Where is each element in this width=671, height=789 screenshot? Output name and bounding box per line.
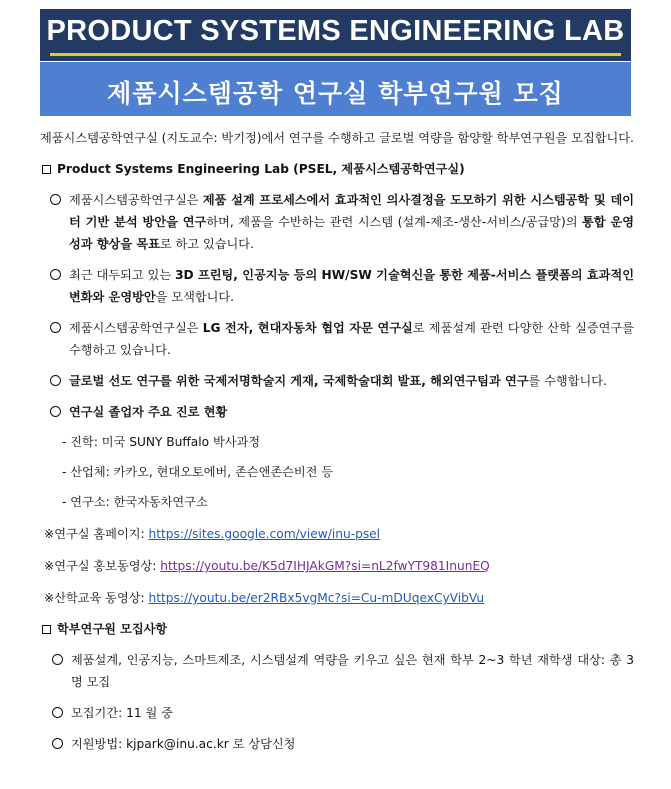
lab-title: PRODUCT SYSTEMS ENGINEERING LAB [46,15,625,47]
accent-rule [50,53,621,56]
circle-bullet-icon [50,406,61,417]
poster-body [40,128,634,755]
text-run: 제품시스템공학연구실은 [69,193,203,207]
circle-bullet-icon [50,375,61,386]
page-subtitle: 제품시스템공학 연구실 학부연구원 모집 [107,79,564,108]
text-run-bold: 3D 프린팅, 인공지능 등의 HW/SW 기술혁신을 통한 제품-서비스 플랫폼의 효과적인 변화와 운영방안 [69,268,634,304]
career-line: - 진학: 미국 SUNY Buffalo 박사과정 [62,435,261,449]
list-item [50,370,634,392]
circle-bullet-icon [52,654,63,665]
list-item-text [69,370,634,392]
career-line: - 연구소: 한국자동차연구소 [62,495,208,509]
list-item-text [69,317,634,361]
text-run: 로 하고 있습니다. [159,237,254,251]
text-run-bold: LG 전자, 현대자동차 협업 자문 연구실 [202,321,413,335]
reference-homepage [44,523,634,545]
subtitle-banner [40,62,631,116]
list-item [50,189,634,255]
list-item [50,317,634,361]
intro-paragraph: 제품시스템공학연구실 (지도교수: 박기정)에서 연구를 수행하고 글로벌 역량을 함양할 학부연구원을 모집합니다. [40,131,634,145]
list-item-text: 모집기간: 11 월 중 [71,706,173,720]
reference-edu-video [44,587,634,609]
section-heading-text: 학부연구원 모집사항 [57,622,168,636]
list-item [50,401,634,423]
section-heading-text: Product Systems Engineering Lab (PSEL, 제품시스템공학연구실) [57,162,465,176]
lab-name-banner [40,9,631,61]
reference-label: ※연구실 홈페이지: [44,527,149,541]
edu-video-link[interactable]: https://youtu.be/er2RBx5vgMc?si=Cu-mDUqexCyVibVu [148,591,485,605]
list-item-text [69,264,634,308]
circle-bullet-icon [50,194,61,205]
circle-bullet-icon [52,707,63,718]
list-item [52,702,634,724]
circle-bullet-icon [52,738,63,749]
list-item [52,649,634,693]
text-run: 하며, 제품을 수반하는 관련 시스템 (설계-제조-생산-서비스/공급망)의 [206,215,583,229]
text-run-bold: 통합 운영성과 향상을 목표 [69,215,635,251]
text-run: 로 제품설계 관련 다양한 산학 실증연구를 수행하고 있습니다. [69,321,634,357]
list-item-text: 지원방법: kjpark@inu.ac.kr 로 상담신청 [71,737,296,751]
promo-video-link[interactable]: https://youtu.be/K5d7IHJAkGM?si=nL2fwYT981InunEQ [160,559,490,573]
text-run: 제품시스템공학연구실은 [69,321,203,335]
list-item [50,264,634,308]
circle-bullet-icon [50,269,61,280]
text-run: 최근 대두되고 있는 [69,268,176,282]
homepage-link[interactable]: https://sites.google.com/view/inu-psel [148,527,381,541]
checkbox-bullet-icon [42,165,51,174]
text-run: 을 모색합니다. [155,290,235,304]
text-run-bold: 글로벌 선도 연구를 위한 국제저명학술지 게재, 국제학술대회 발표, 해외연구팀과 연구 [69,374,529,388]
section-heading-lab [40,159,634,180]
list-item-text [69,189,634,255]
reference-label: ※산학교육 동영상: [44,591,149,605]
list-item [52,733,634,755]
list-item-text: 제품설계, 인공지능, 스마트제조, 시스템설계 역량을 키우고 싶은 현재 학부 2~3 학년 재학생 대상: 총 3 명 모집 [71,653,634,689]
text-run-bold: 제품 설계 프로세스에서 효과적인 의사결정을 도모하기 위한 시스템공학 및 데이터 기반 분석 방안을 연구 [69,193,634,229]
text-run: 를 수행합니다. [528,374,607,388]
circle-bullet-icon [50,322,61,333]
list-item-text: 연구실 졸업자 주요 진로 현황 [69,405,228,419]
reference-promo-video [44,555,634,577]
reference-label: ※연구실 홍보동영상: [44,559,161,573]
checkbox-bullet-icon [42,625,51,634]
career-line: - 산업체: 카카오, 현대오토에버, 존슨앤존슨비전 등 [62,465,334,479]
section-heading-recruit [40,619,634,640]
